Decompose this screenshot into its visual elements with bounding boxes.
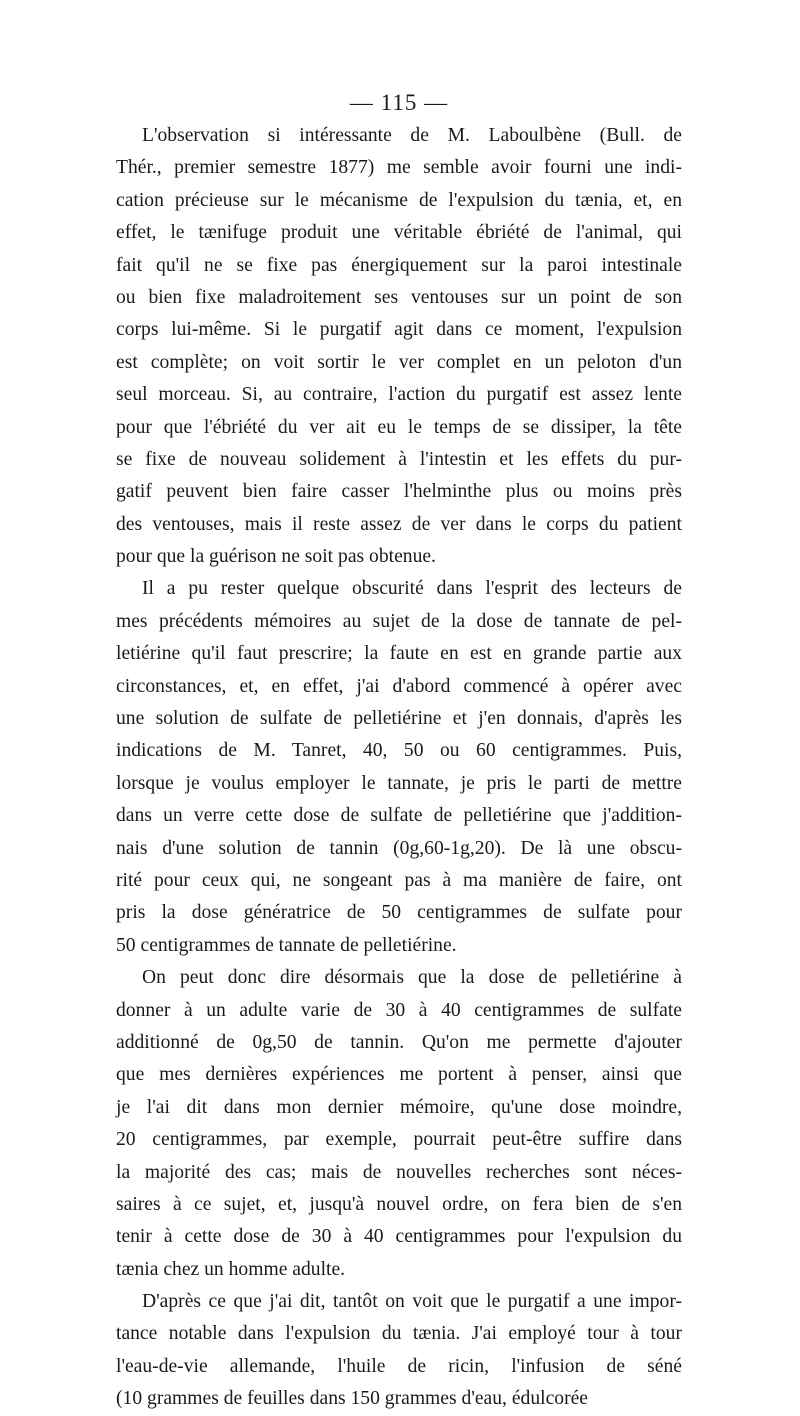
text-line: lorsque je voulus employer le tannate, je pris le parti de mettre	[116, 772, 682, 794]
text-line: Il a pu rester quelque obscurité dans l'esprit des lecteurs de	[142, 578, 682, 600]
text-line: effet, le tænifuge produit une véritable ébriété de l'animal, qui	[116, 222, 682, 244]
text-line: je l'ai dit dans mon dernier mémoire, qu'une dose moindre,	[116, 1096, 682, 1118]
text-line: 50 centigrammes de tannate de pelletiérine.	[116, 934, 457, 956]
text-line: une solution de sulfate de pelletiérine et j'en donnais, d'après les	[116, 708, 682, 730]
text-line: est complète; on voit sortir le ver complet en un peloton d'un	[116, 351, 682, 373]
text-line: cation précieuse sur le mécanisme de l'expulsion du tænia, et, en	[116, 189, 682, 211]
text-line: la majorité des cas; mais de nouvelles recherches sont néces-	[116, 1161, 682, 1183]
text-line: gatif peuvent bien faire casser l'helminthe plus ou moins près	[116, 481, 682, 503]
text-line: letiérine qu'il faut prescrire; la faute en est en grande partie aux	[116, 643, 682, 665]
text-line: saires à ce sujet, et, jusqu'à nouvel ordre, on fera bien de s'en	[116, 1193, 682, 1215]
text-line: pour que l'ébriété du ver ait eu le temps de se dissiper, la tête	[116, 416, 682, 438]
text-line: mes précédents mémoires au sujet de la dose de tannate de pel-	[116, 610, 682, 632]
text-line: pour que la guérison ne soit pas obtenue.	[116, 546, 436, 568]
text-line: circonstances, et, en effet, j'ai d'abord commencé à opérer avec	[116, 675, 682, 697]
text-line: fait qu'il ne se fixe pas énergiquement sur la paroi intestinale	[116, 254, 682, 276]
page-number: — 115 —	[349, 90, 449, 115]
text-line: tance notable dans l'expulsion du tænia. J'ai employé tour à tour	[116, 1323, 682, 1345]
text-line: corps lui-même. Si le purgatif agit dans ce moment, l'expulsion	[116, 319, 682, 341]
text-line: indications de M. Tanret, 40, 50 ou 60 centigrammes. Puis,	[116, 740, 682, 762]
text-line: seul morceau. Si, au contraire, l'action du purgatif est assez lente	[116, 384, 682, 406]
text-line: pris la dose génératrice de 50 centigrammes de sulfate pour	[116, 902, 682, 924]
text-line: On peut donc dire désormais que la dose de pelletiérine à	[142, 967, 682, 989]
paragraph	[116, 573, 682, 962]
text-line: (10 grammes de feuilles dans 150 grammes d'eau, édulcorée	[116, 1388, 588, 1410]
paragraph	[116, 962, 682, 1286]
text-line: L'observation si intéressante de M. Laboulbène (Bull. de	[142, 125, 682, 146]
text-line: 20 centigrammes, par exemple, pourrait peut-être suffire dans	[116, 1129, 682, 1151]
paragraph	[116, 120, 682, 573]
text-line: D'après ce que j'ai dit, tantôt on voit que le purgatif a une impor-	[142, 1291, 682, 1313]
text-line: Thér., premier semestre 1877) me semble avoir fourni une indi-	[116, 157, 682, 179]
paragraph	[116, 1286, 682, 1416]
text-line: se fixe de nouveau solidement à l'intestin et les effets du pur-	[116, 448, 682, 470]
book-page	[116, 86, 682, 1416]
text-line: ou bien fixe maladroitement ses ventouses sur un point de son	[116, 286, 682, 308]
text-line: donner à un adulte varie de 30 à 40 centigrammes de sulfate	[116, 999, 682, 1021]
text-line: nais d'une solution de tannin (0g,60-1g,20). De là une obscu-	[116, 837, 682, 859]
text-line: rité pour ceux qui, ne songeant pas à ma manière de faire, ont	[116, 869, 682, 891]
text-line: que mes dernières expériences me portent à penser, ainsi que	[116, 1064, 682, 1086]
text-line: l'eau-de-vie allemande, l'huile de ricin, l'infusion de séné	[116, 1355, 682, 1377]
text-line: additionné de 0g,50 de tannin. Qu'on me permette d'ajouter	[116, 1031, 682, 1053]
text-line: dans un verre cette dose de sulfate de pelletiérine que j'addition-	[116, 805, 682, 827]
text-line: tænia chez un homme adulte.	[116, 1258, 346, 1280]
text-line: tenir à cette dose de 30 à 40 centigrammes pour l'expulsion du	[116, 1226, 682, 1248]
text-line: des ventouses, mais il reste assez de ver dans le corps du patient	[116, 513, 682, 535]
text-body	[116, 120, 682, 1416]
